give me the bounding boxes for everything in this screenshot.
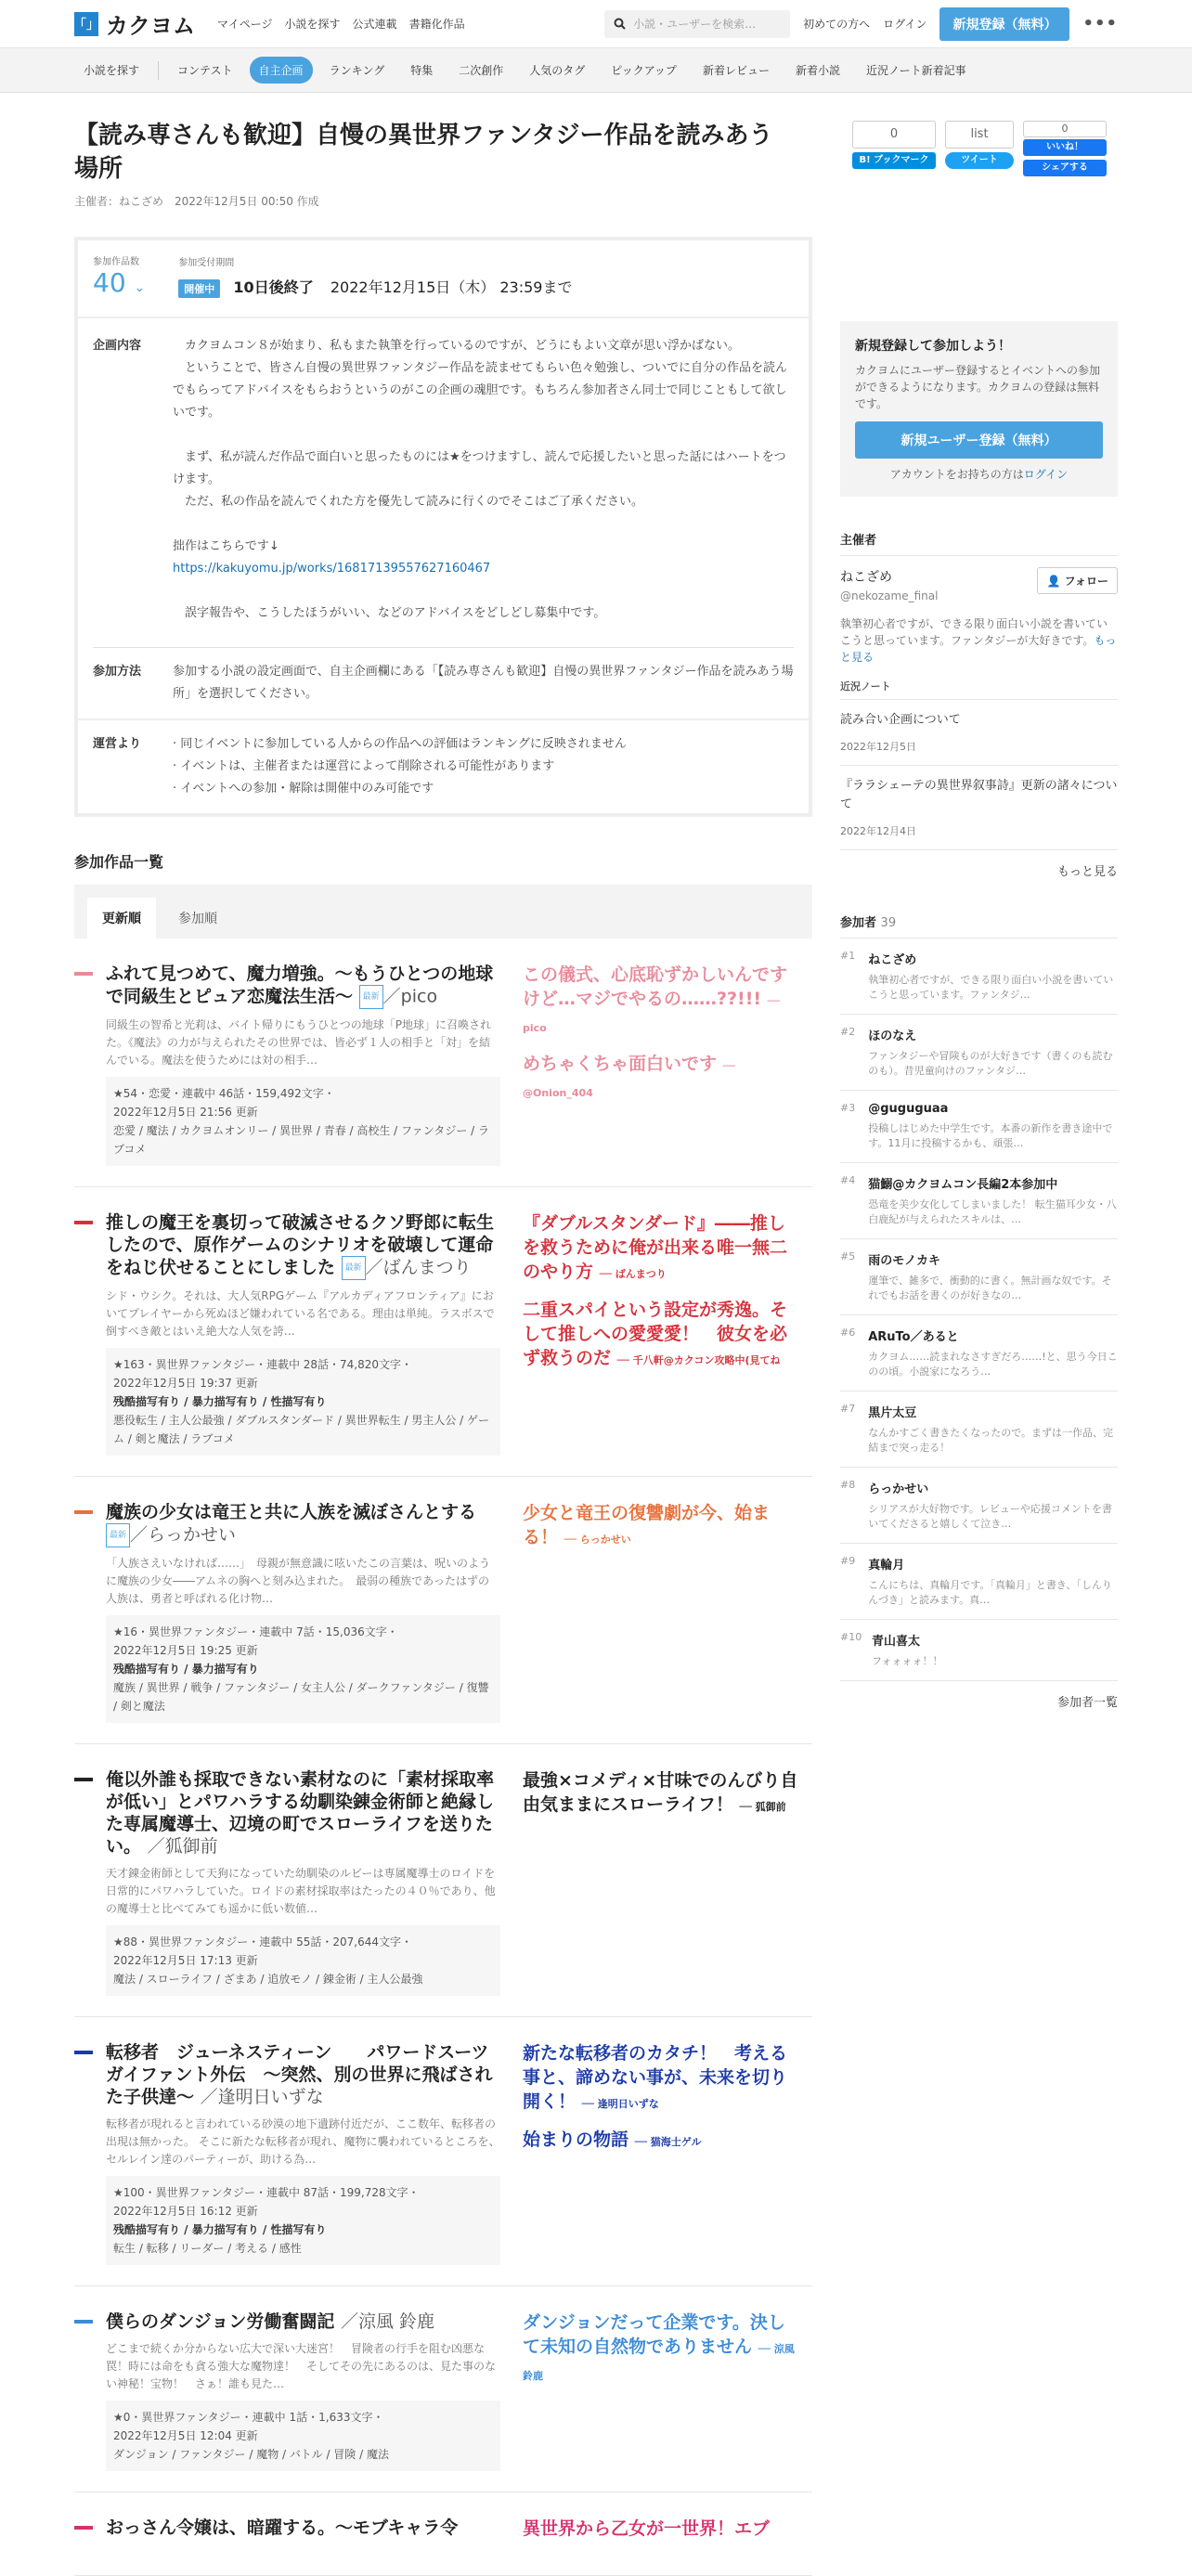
content-row xyxy=(78,318,809,638)
subnav-divider xyxy=(158,61,159,80)
work-author[interactable]: ／ばんまつり xyxy=(365,1257,472,1278)
participant-rank: #9 xyxy=(840,1555,856,1567)
participants-all-link[interactable]: 参加者一覧 xyxy=(1056,1696,1118,1710)
catchphrase-author: ── 狐御前 xyxy=(739,1801,786,1813)
work-stats: ★54・恋愛・連載中 46話・159,492文字・ xyxy=(113,1087,335,1100)
work-meta xyxy=(106,1348,500,1456)
search-icon xyxy=(614,18,626,30)
hatena-share[interactable] xyxy=(852,121,936,176)
entry-count-value: 40 xyxy=(93,267,126,298)
work-catchphrases xyxy=(523,2041,801,2265)
work-desc: 同級生の智希と光莉は、バイト帰りにもうひとつの地球「P地球」に召喚された。《魔法》の力が与えられたその世界では、皆必ず１人の相手と「対」を結んでいる。魔法を使うためには対の相手… xyxy=(106,1018,491,1067)
content-blank xyxy=(173,513,794,536)
catchphrase: 『ダブルスタンダード』――推しを救うために俺が出来る唯一無二のやり方 ── ばんまつり xyxy=(523,1213,788,1282)
work-author[interactable]: ／逢明日いずな xyxy=(200,2087,324,2107)
rule-item: · イベントへの参加・解除は開催中のみ可能です xyxy=(173,782,434,796)
deadline: 2022年12月15日（木） 23:59まで xyxy=(330,278,573,296)
hatena-count: 0 xyxy=(852,121,936,149)
content-blank xyxy=(173,580,794,602)
work-catchphrases xyxy=(523,1211,801,1456)
host-card xyxy=(840,556,1118,666)
new-badge: 最新 xyxy=(106,1523,130,1547)
work-info xyxy=(106,1211,500,1456)
works-heading: 参加作品一覧 xyxy=(74,853,164,871)
tab-joined[interactable]: 参加順 xyxy=(178,912,217,926)
catchphrase-author: ── pico xyxy=(523,995,780,1034)
content-label: 企画内容 xyxy=(93,339,142,353)
participant-desc: 恐竜を美少女化してしまいました！ 転生猫耳少女・八白鹿紀が与えられたスキルは、… xyxy=(868,1198,1117,1225)
follow-button[interactable]: 👤 フォロー xyxy=(1037,567,1118,594)
work-warnings: 残酷描写有り / 暴力描写有り / 性描写有り xyxy=(113,2223,327,2236)
subnav-feature[interactable]: 特集 xyxy=(410,64,434,77)
participant-rank: #1 xyxy=(840,950,856,962)
work-updated: 2022年12月5日 16:12 更新 xyxy=(113,2205,258,2218)
catchphrase-author: ── 猫海士ゲル xyxy=(634,2136,702,2148)
note-title: 読み合い企画について xyxy=(840,713,961,727)
participant-rank: #3 xyxy=(840,1102,856,1114)
method-row xyxy=(78,648,809,718)
participant-item[interactable] xyxy=(840,1239,1118,1315)
catchphrase: めちゃくちゃ面白いです ── @Onion_404 xyxy=(523,1054,735,1099)
work-tags[interactable]: 悪役転生 / 主人公最強 / ダブルスタンダード / 異世界転生 / 男主人公 / ゲーム / 剣と魔法 / ラブコメ xyxy=(113,1414,490,1445)
participants-heading: 参加者 39 xyxy=(840,913,1118,938)
work-desc: 転移者が現れると言われている砂漠の地下遺跡付近だが、ここ数年、転移者の出現は無かった。 そこに新たな転移者が現れ、魔物に襲われているところを、セルレイン達のパーティーが、助ける為… xyxy=(106,2117,500,2166)
event-box xyxy=(74,237,812,817)
remaining-days: 10日後終了 xyxy=(233,278,314,296)
work-meta xyxy=(106,2401,500,2471)
twitter-count: list xyxy=(945,121,1014,149)
work-desc: シド・ウシク。それは、大人気RPGゲーム『アルカディアフロンティア』においてプレイヤーから死ぬほど嫌われている名である。理由は単純。ラスボスで倒すべき敵とはいえ絶大な人気を誇… xyxy=(106,1289,495,1338)
participant-item[interactable] xyxy=(840,1468,1118,1544)
fb-share-button[interactable]: シェアする xyxy=(1023,160,1107,176)
entry-count[interactable] xyxy=(93,267,145,304)
work-desc: どこまで続くか分からない広大で深い大迷宮！ 冒険者の行手を阻む凶悪な罠！時には命をも貪る強大な魔物達！ そしてその先にあるのは、見た事のない神秘！宝物！ さぁ！誰も見た… xyxy=(106,2342,497,2390)
facebook-share[interactable] xyxy=(1023,121,1107,176)
chevron-down-icon: ⌄ xyxy=(134,280,146,295)
participant-desc: フォォォォ！！ xyxy=(872,1655,943,1667)
participant-desc: なんかすごく書きたくなったので。まずは一作品、完結まで突っ走る！ xyxy=(868,1427,1113,1454)
global-header xyxy=(0,0,1192,48)
work-title[interactable]: 僕らのダンジョン労働奮闘記 ／涼風 鈴鹿 xyxy=(106,2311,435,2332)
signup-title: 新規登録して参加しよう！ xyxy=(855,339,1011,354)
header-right xyxy=(604,7,1118,41)
register-button[interactable]: 新規登録（無料） xyxy=(939,7,1069,41)
tweet-button[interactable]: ツイート xyxy=(945,152,1014,169)
work-item xyxy=(74,2017,812,2286)
work-color-mark xyxy=(74,1778,93,1781)
rules-label: 運営より xyxy=(93,737,142,751)
work-color-mark xyxy=(74,1221,93,1224)
twitter-share[interactable] xyxy=(945,121,1014,176)
content-p2: ということで、皆さん自慢の異世界ファンタジー作品を読ませてもらい色々勉強し、ついでに自分の作品を読んでもらってアドバイスをもらおうというのがこの企画の魂胆です。もちろん参加者さん同士で同じこともして欲しいです。 xyxy=(173,361,787,420)
work-title[interactable]: 魔族の少女は竜王と共に人族を滅ぼさんとする 最新 ／らっかせい xyxy=(106,1501,500,1547)
rule-item: · 同じイベントに参加している人からの作品への評価はランキングに反映されません xyxy=(173,737,627,751)
work-color-mark xyxy=(74,2051,93,2054)
participant-item[interactable] xyxy=(840,1392,1118,1468)
content-p1: カクヨムコン８が始まり、私もまた執筆を行っているのですが、どうにもよい文章が思い浮かばない。 xyxy=(185,339,741,353)
work-desc: 天才錬金術師として天狗になっていた幼馴染のルビーは専属魔導士のロイドを日常的にパワハラしていた。ロイドの素材採取率はたったの４０％であり、他の魔導士と比べてみても遥かに低い数値… xyxy=(106,1867,496,1915)
participant-rank: #2 xyxy=(840,1026,856,1038)
participant-rank: #8 xyxy=(840,1479,856,1491)
rule-item: · イベントは、主催者または運営によって削除される可能性があります xyxy=(173,759,555,773)
work-color-mark xyxy=(74,2526,93,2530)
catchphrase-author: ── 涼風 鈴鹿 xyxy=(523,2343,795,2382)
work-color-mark xyxy=(74,972,93,976)
catchphrase-author: ── らっかせい xyxy=(564,1534,631,1546)
search-input[interactable] xyxy=(604,10,790,38)
participant-item[interactable] xyxy=(840,938,1118,1015)
notes-more-link[interactable]: もっと見る xyxy=(1056,865,1118,879)
logo-text: カクヨム xyxy=(106,13,195,39)
content-wrap xyxy=(0,119,1192,2576)
work-info xyxy=(106,1768,500,1996)
search-placeholder: 小説・ユーザーを検索… xyxy=(633,18,757,31)
login-link[interactable]: ログイン xyxy=(883,18,927,31)
work-catchphrases xyxy=(523,1768,801,1996)
add-user-icon: 👤 xyxy=(1046,575,1061,588)
participant-name: らっかせい xyxy=(868,1482,929,1496)
header-nav xyxy=(217,16,465,32)
work-meta xyxy=(106,1615,500,1723)
work-warnings: 残酷描写有り / 暴力描写有り xyxy=(113,1663,259,1676)
work-meta xyxy=(106,2176,500,2265)
work-item xyxy=(74,1744,812,2017)
subnav-fanfic[interactable]: 二次創作 xyxy=(459,64,504,77)
participant-name: ねこざめ xyxy=(868,953,917,967)
work-catchphrases xyxy=(523,2517,801,2555)
content-p3: まず、私が読んだ作品で面白いと思ったものには★をつけますし、読んで応援したいと思った話にはハートをつけます。 xyxy=(173,450,786,486)
work-catchphrases xyxy=(523,963,801,1166)
content-p6: 誤字報告や、こうしたほうがいい、などのアドバイスをどしどし募集中です。 xyxy=(185,606,606,620)
login-prompt: アカウントをお持ちの方はログイン xyxy=(889,468,1069,481)
entry-count-label: 参加作品数 xyxy=(93,257,139,267)
participant-desc: ファンタジーや冒険ものが大好きです（書くのも読むのも）。昔児童向けのファンタジ… xyxy=(868,1050,1113,1077)
participant-name: 黒片太豆 xyxy=(868,1406,917,1420)
catchphrase: 始まりの物語 ── 猫海士ゲル xyxy=(523,2129,702,2150)
catchphrase: 異世界から乙女が一世界！エブ xyxy=(523,2518,771,2539)
participant-name: 青山喜太 xyxy=(872,1635,921,1649)
rules-row xyxy=(78,718,809,813)
work-updated: 2022年12月5日 17:13 更新 xyxy=(113,1954,258,1967)
work-updated: 2022年12月5日 12:04 更新 xyxy=(113,2429,258,2442)
sidebar xyxy=(840,119,1118,2576)
subnav-reviews[interactable]: 新着レビュー xyxy=(702,64,770,77)
catchphrase: ダンジョンだって企業です。決して未知の自然物でありません ── 涼風 鈴鹿 xyxy=(523,2312,795,2382)
guide-link[interactable]: 初めての方へ xyxy=(803,18,871,31)
nav-books[interactable]: 書籍化作品 xyxy=(408,18,465,31)
work-title[interactable]: ふれて見つめて、魔力増強。～もうひとつの地球で同級生とピュア恋魔法生活～ 最新 ／pico xyxy=(106,963,500,1009)
content-p4: ただ、私の作品を読んでくれた方を優先して読みに行くのでそこはご了承ください。 xyxy=(185,495,644,509)
new-badge: 最新 xyxy=(342,1256,366,1280)
work-title[interactable]: 俺以外誰も採取できない素材なのに「素材採取率が低い」とパワハラする幼馴染錬金術師と絶縁した専属魔導士、辺境の町でスローライフを送りたい。 ／狐御前 xyxy=(106,1769,495,1857)
work-stats: ★16・異世界ファンタジー・連載中 7話・15,036文字・ xyxy=(113,1625,398,1638)
page-meta: 主催者：ねこざめ 2022年12月5日 00:50 作成 xyxy=(74,195,319,208)
content-p5: 拙作はこちらです↓ xyxy=(173,539,279,553)
work-updated: 2022年12月5日 19:37 更新 xyxy=(113,1377,258,1390)
work-color-mark xyxy=(74,2320,93,2324)
social-buttons xyxy=(852,121,1107,176)
work-info xyxy=(106,1501,500,1723)
note-item[interactable] xyxy=(840,700,1118,766)
participants-list xyxy=(840,938,1118,1681)
subnav-new[interactable]: 新着小説 xyxy=(795,64,840,77)
host-name[interactable]: ねこざめ xyxy=(840,570,892,585)
entry-count-block xyxy=(93,253,145,304)
work-info xyxy=(106,2517,500,2555)
participant-item[interactable] xyxy=(840,1015,1118,1091)
rules-list xyxy=(173,733,627,800)
participant-desc: シリアスが大好物です。レビューや応援コメントを書いてくださると嬉しくて泣き… xyxy=(868,1503,1112,1530)
participant-rank: #10 xyxy=(840,1631,862,1643)
subnav-events[interactable]: 自主企画 xyxy=(250,57,313,84)
work-tags[interactable]: 恋愛 / 魔法 / カクヨムオンリー / 異世界 / 青春 / 高校生 / ファンタジー / ラブコメ xyxy=(113,1124,489,1156)
work-author[interactable]: ／涼風 鈴鹿 xyxy=(340,2311,435,2332)
main-column xyxy=(74,119,812,2576)
note-date: 2022年12月4日 xyxy=(840,825,916,837)
catchphrase-author: ── ばんまつり xyxy=(599,1268,667,1280)
participant-name: 猫鰯@カクヨムコン長編2本参加中 xyxy=(868,1178,1058,1192)
nav-explore[interactable]: 小説を探す xyxy=(284,18,341,31)
tab-updated[interactable]: 更新順 xyxy=(87,898,156,938)
participant-item[interactable] xyxy=(840,1091,1118,1163)
work-author[interactable]: ／狐御前 xyxy=(147,1836,218,1857)
work-tags[interactable]: 転生 / 転移 / リーダー / 考える / 感性 xyxy=(113,2242,302,2255)
participant-name: @guguguaa xyxy=(868,1102,949,1116)
event-summary xyxy=(78,240,809,318)
signup-button[interactable]: 新規ユーザー登録（無料） xyxy=(855,421,1103,459)
work-stats: ★100・異世界ファンタジー・連載中 87話・199,728文字・ xyxy=(113,2186,420,2199)
work-tags[interactable]: ダンジョン / ファンタジー / 魔物 / バトル / 冒険 / 魔法 xyxy=(113,2448,389,2461)
signup-text: カクヨムにユーザー登録するとイベントへの参加ができるようになります。カクヨムの登録は無料です。 xyxy=(855,364,1101,410)
participant-name: ARuTo／あると xyxy=(868,1330,959,1344)
participant-item[interactable] xyxy=(840,1544,1118,1620)
logo-mark: 「」 xyxy=(74,12,98,36)
catchphrase-author: ── @Onion_404 xyxy=(523,1060,735,1099)
participant-name: 真輪月 xyxy=(868,1559,905,1573)
work-item xyxy=(74,1187,812,1477)
participant-name: ほのなえ xyxy=(868,1029,917,1043)
work-title[interactable]: おっさん令嬢は、暗躍する。～モブキャラ令 xyxy=(106,2518,459,2538)
catchphrase: 新たな転移者のカタチ！ 考える事と、諦めない事が、未来を切り開く！ ── 逢明日いずな xyxy=(523,2043,788,2112)
work-info xyxy=(106,963,500,1166)
participant-desc: こんにちは、真輪月です。「真輪月」と書き、「しんりんづき」と読みます。真… xyxy=(868,1579,1112,1606)
nav-official[interactable]: 公式連載 xyxy=(352,18,397,31)
fb-count: 0 xyxy=(1023,121,1107,137)
work-stats: ★0・異世界ファンタジー・連載中 1話・1,633文字・ xyxy=(113,2411,384,2424)
work-info xyxy=(106,2311,500,2471)
fb-like-button[interactable]: いいね！ xyxy=(1023,139,1107,156)
work-warnings: 残酷描写有り / 暴力描写有り / 性描写有り xyxy=(113,1395,327,1408)
work-tags[interactable]: 魔族 / 異世界 / 戦争 / ファンタジー / 女主人公 / ダークファンタジー / 復讐 / 剣と魔法 xyxy=(113,1681,489,1713)
work-desc: 「人族さえいなければ……」 母親が無意識に呟いたこの言葉は、呪いのように魔族の少女――アムネの胸へと刻み込まれた。 最弱の種族であったはずの人族は、勇者と呼ばれる化け物… xyxy=(106,1557,491,1605)
works-list xyxy=(74,938,812,2576)
subnav-contest[interactable]: コンテスト xyxy=(177,64,233,77)
note-date: 2022年12月5日 xyxy=(840,741,916,753)
hatena-button[interactable]: B! ブックマーク xyxy=(852,152,936,169)
participant-desc: 運筆で、雑多で、衝動的に書く。無計画な奴です。それでもお話を書くのが好きなの… xyxy=(868,1275,1112,1301)
work-updated: 2022年12月5日 21:56 更新 xyxy=(113,1106,258,1119)
notes-heading: 近況ノート xyxy=(840,679,1118,700)
subnav-ranking[interactable]: ランキング xyxy=(329,64,385,77)
work-item xyxy=(74,2286,812,2492)
participant-item[interactable] xyxy=(840,1163,1118,1239)
work-meta xyxy=(106,1077,500,1166)
work-color-mark xyxy=(74,1510,93,1514)
catchphrase: 最強×コメディ×甘味でのんびり自由気ままにスローライフ！ ── 狐御前 xyxy=(523,1770,798,1815)
subnav-tags[interactable]: 人気のタグ xyxy=(529,64,586,77)
work-catchphrases xyxy=(523,2311,801,2471)
content-blank xyxy=(173,424,794,447)
participant-name: 雨のモノカキ xyxy=(868,1254,940,1268)
more-menu-icon[interactable]: ••• xyxy=(1082,14,1118,33)
new-badge: 最新 xyxy=(359,985,383,1009)
participant-item[interactable] xyxy=(840,1315,1118,1392)
participant-desc: 投稿しはじめた中学生です。本番の新作を書き途中です。11月に投稿するかも、頑張… xyxy=(868,1122,1113,1149)
work-author[interactable]: ／pico xyxy=(382,986,438,1007)
catchphrase-author: ── 逢明日いずな xyxy=(581,2098,659,2110)
host-more-link[interactable]: もっと見る xyxy=(840,634,1117,664)
work-meta xyxy=(106,1925,500,1996)
catchphrase: この儀式、心底恥ずかしいんですけど…マジでやるの……??!!! ── pico xyxy=(523,964,788,1034)
host-id: @nekozame_final xyxy=(840,589,939,602)
signup-box xyxy=(840,321,1118,497)
page-title: 【読み専さんも歓迎】自慢の異世界ファンタジー作品を読みあう場所 xyxy=(74,122,773,183)
participant-rank: #6 xyxy=(840,1327,856,1339)
catchphrase: 少女と竜王の復讐劇が今、始まる！ ── らっかせい xyxy=(523,1503,771,1547)
catchphrase-author: ── 千八軒@カクコン攻略中(見てね xyxy=(616,1354,781,1366)
work-tags[interactable]: 魔法 / スローライフ / ざまあ / 追放モノ / 錬金術 / 主人公最強 xyxy=(113,1973,423,1986)
period-block xyxy=(178,254,572,304)
method-text: 参加する小説の設定画面で、自主企画欄にある「【読み専さんも歓迎】自慢の異世界ファンタジー作品を読みあう場所」を選択してください。 xyxy=(173,665,794,701)
sub-nav xyxy=(0,48,1192,93)
subnav-pickup[interactable]: ピックアップ xyxy=(611,64,677,77)
note-title: 『ララシェーテの異世界叙事詩』更新の諸々について xyxy=(840,779,1118,811)
login-link-side[interactable]: ログイン xyxy=(1023,468,1069,481)
content-text xyxy=(173,335,794,625)
participants-count: 39 xyxy=(880,916,897,930)
work-info xyxy=(106,2041,507,2265)
works-tabs xyxy=(74,885,812,938)
work-updated: 2022年12月5日 19:25 更新 xyxy=(113,1644,258,1657)
site-logo[interactable] xyxy=(74,7,195,40)
nav-mypage[interactable]: マイページ xyxy=(217,18,273,31)
work-item xyxy=(74,1477,812,1744)
note-item[interactable] xyxy=(840,766,1118,850)
participant-desc: 執筆初心者ですが、できる限り面白い小説を書いていこうと思っています。ファンタジ… xyxy=(868,974,1114,1001)
work-link[interactable]: https://kakuyomu.jp/works/16817139557627160467 xyxy=(173,562,491,576)
participant-rank: #4 xyxy=(840,1174,856,1186)
work-title[interactable]: 転移者 ジューネスティーン パワードスーツ ガイファント外伝 〜突然、別の世界に飛ばされた子供達〜 ／逢明日いずな xyxy=(106,2042,507,2107)
status-badge: 開催中 xyxy=(178,279,220,298)
participant-rank: #5 xyxy=(840,1250,856,1262)
work-stats: ★163・異世界ファンタジー・連載中 28話・74,820文字・ xyxy=(113,1358,413,1371)
work-stats: ★88・異世界ファンタジー・連載中 55話・207,644文字・ xyxy=(113,1935,413,1948)
participant-desc: カクヨム……読まれなさすぎだろ……!と、思う今日このの頃。小説家になろう… xyxy=(868,1351,1118,1378)
work-catchphrases xyxy=(523,1501,801,1723)
work-item xyxy=(74,2492,812,2576)
work-item xyxy=(74,938,812,1187)
catchphrase: 二重スパイという設定が秀逸。そして推しへの愛愛愛！ 彼女を必ず救うのだ ── 千八軒@カクコン攻略中(見てね xyxy=(523,1300,788,1368)
work-title[interactable]: 推しの魔王を裏切って破滅させるクソ野郎に転生したので、原作ゲームのシナリオを破壊して運命をねじ伏せることにしました 最新 ／ばんまつり xyxy=(106,1211,500,1280)
host-bio: 執筆初心者ですが、できる限り面白い小説を書いていこうと思っています。ファンタジーが大好きです。もっと見る xyxy=(840,617,1117,664)
subnav-notes[interactable]: 近況ノート新着記事 xyxy=(865,64,966,77)
period-label: 参加受付期間 xyxy=(178,258,235,268)
subnav-explore[interactable]: 小説を探す xyxy=(84,64,140,77)
participant-rank: #7 xyxy=(840,1403,856,1415)
method-label: 参加方法 xyxy=(93,665,142,679)
participant-item[interactable] xyxy=(840,1620,1118,1681)
host-heading: 主催者 xyxy=(840,530,1118,556)
work-author[interactable]: ／らっかせい xyxy=(130,1524,237,1546)
